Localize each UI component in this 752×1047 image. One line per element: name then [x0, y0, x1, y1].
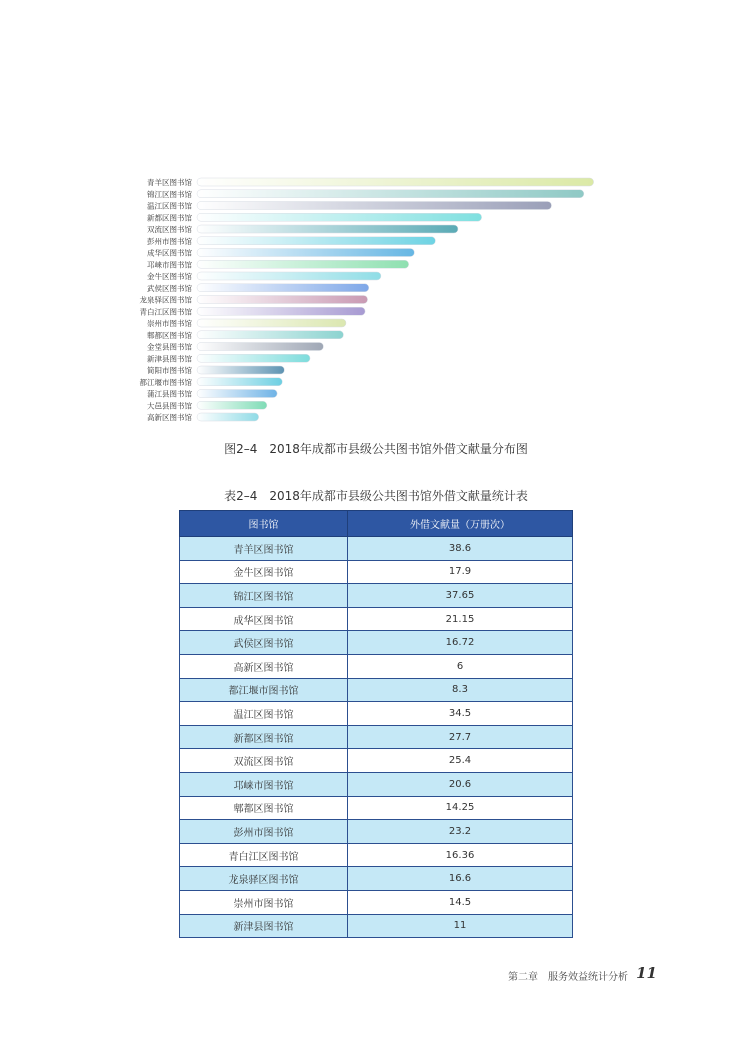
category-label: 郫都区图书馆 [147, 330, 192, 340]
category-label: 锦江区图书馆 [147, 189, 192, 199]
cell-loan-volume: 16.6 [348, 867, 573, 891]
cell-loan-volume: 14.5 [348, 890, 573, 914]
page-number: 11 [636, 964, 657, 982]
table-row [180, 631, 573, 655]
bar [197, 213, 482, 221]
bar [197, 319, 346, 327]
cell-library: 彭州市图书馆 [180, 820, 348, 844]
category-label: 龙泉驿区图书馆 [139, 295, 192, 305]
figure-caption: 图2–4 2018年成都市县级公共图书馆外借文献量分布图 [224, 442, 528, 456]
category-label: 双流区图书馆 [147, 225, 192, 234]
table-row [180, 678, 573, 702]
category-label: 温江区图书馆 [147, 201, 192, 211]
category-label: 崇州市图书馆 [147, 319, 192, 328]
cell-loan-volume: 6 [348, 654, 573, 678]
bar [197, 413, 259, 421]
table-row [180, 772, 573, 796]
bar [197, 296, 368, 304]
category-label: 蒲江县图书馆 [147, 389, 192, 399]
table-row [180, 890, 573, 914]
cell-loan-volume: 14.25 [348, 796, 573, 820]
bar [197, 366, 284, 374]
cell-library: 新都区图书馆 [180, 725, 348, 749]
cell-library: 青羊区图书馆 [180, 537, 348, 561]
cell-library: 双流区图书馆 [180, 749, 348, 773]
bar [197, 390, 277, 398]
table-row [180, 749, 573, 773]
cell-library: 武侯区图书馆 [180, 631, 348, 655]
table-header-row [180, 511, 573, 537]
cell-loan-volume: 11 [348, 914, 573, 938]
cell-library: 龙泉驿区图书馆 [180, 867, 348, 891]
cell-loan-volume: 16.72 [348, 631, 573, 655]
bar [197, 202, 551, 210]
table-row [180, 702, 573, 726]
cell-loan-volume: 8.3 [348, 678, 573, 702]
category-label: 都江堰市图书馆 [139, 377, 192, 387]
bar-chart [0, 170, 752, 430]
category-label: 新都区图书馆 [147, 213, 192, 223]
cell-loan-volume: 37.65 [348, 584, 573, 608]
bar [197, 178, 594, 186]
cell-loan-volume: 23.2 [348, 820, 573, 844]
cell-loan-volume: 16.36 [348, 843, 573, 867]
header-library: 图书馆 [180, 511, 348, 537]
cell-library: 锦江区图书馆 [180, 584, 348, 608]
table-row [180, 560, 573, 584]
bar [197, 190, 584, 198]
category-label: 金堂县图书馆 [147, 342, 192, 352]
cell-library: 成华区图书馆 [180, 607, 348, 631]
bar [197, 225, 458, 233]
cell-loan-volume: 25.4 [348, 749, 573, 773]
bar [197, 331, 343, 339]
cell-loan-volume: 34.5 [348, 702, 573, 726]
category-label: 彭州市图书馆 [147, 236, 192, 246]
table-row [180, 654, 573, 678]
table-row [180, 867, 573, 891]
table-caption: 表2–4 2018年成都市县级公共图书馆外借文献量统计表 [224, 489, 528, 503]
bar [197, 249, 414, 257]
chapter-footer: 第二章 服务效益统计分析 [508, 972, 628, 983]
bar [197, 354, 310, 362]
header-loan-volume: 外借文献量（万册次） [348, 511, 573, 537]
table-row [180, 607, 573, 631]
category-label: 邛崃市图书馆 [147, 260, 192, 270]
bar [197, 237, 435, 245]
cell-library: 都江堰市图书馆 [180, 678, 348, 702]
bar [197, 284, 369, 292]
cell-loan-volume: 38.6 [348, 537, 573, 561]
bar [197, 401, 267, 409]
table-row [180, 843, 573, 867]
bar [197, 378, 282, 386]
cell-library: 金牛区图书馆 [180, 560, 348, 584]
cell-library: 郫都区图书馆 [180, 796, 348, 820]
cell-library: 新津县图书馆 [180, 914, 348, 938]
bar [197, 260, 409, 268]
bar [197, 343, 323, 351]
category-label: 青白江区图书馆 [139, 307, 192, 317]
bar [197, 272, 381, 280]
table-row [180, 796, 573, 820]
table-row [180, 820, 573, 844]
table-row [180, 537, 573, 561]
category-label: 金牛区图书馆 [147, 272, 192, 281]
cell-library: 温江区图书馆 [180, 702, 348, 726]
category-label: 成华区图书馆 [147, 248, 192, 258]
statistics-table [179, 510, 573, 938]
cell-library: 高新区图书馆 [180, 654, 348, 678]
cell-loan-volume: 17.9 [348, 560, 573, 584]
cell-loan-volume: 21.15 [348, 607, 573, 631]
category-label: 新津县图书馆 [147, 354, 192, 364]
category-label: 简阳市图书馆 [147, 366, 192, 375]
cell-loan-volume: 20.6 [348, 772, 573, 796]
category-label: 武侯区图书馆 [147, 283, 192, 293]
category-label: 青羊区图书馆 [147, 178, 192, 187]
table-row [180, 914, 573, 938]
bar [197, 307, 365, 315]
cell-loan-volume: 27.7 [348, 725, 573, 749]
category-label: 高新区图书馆 [147, 413, 192, 422]
cell-library: 邛崃市图书馆 [180, 772, 348, 796]
table-row [180, 725, 573, 749]
table-body [180, 537, 573, 938]
table-row [180, 584, 573, 608]
cell-library: 崇州市图书馆 [180, 890, 348, 914]
cell-library: 青白江区图书馆 [180, 843, 348, 867]
category-label: 大邑县图书馆 [147, 401, 192, 411]
